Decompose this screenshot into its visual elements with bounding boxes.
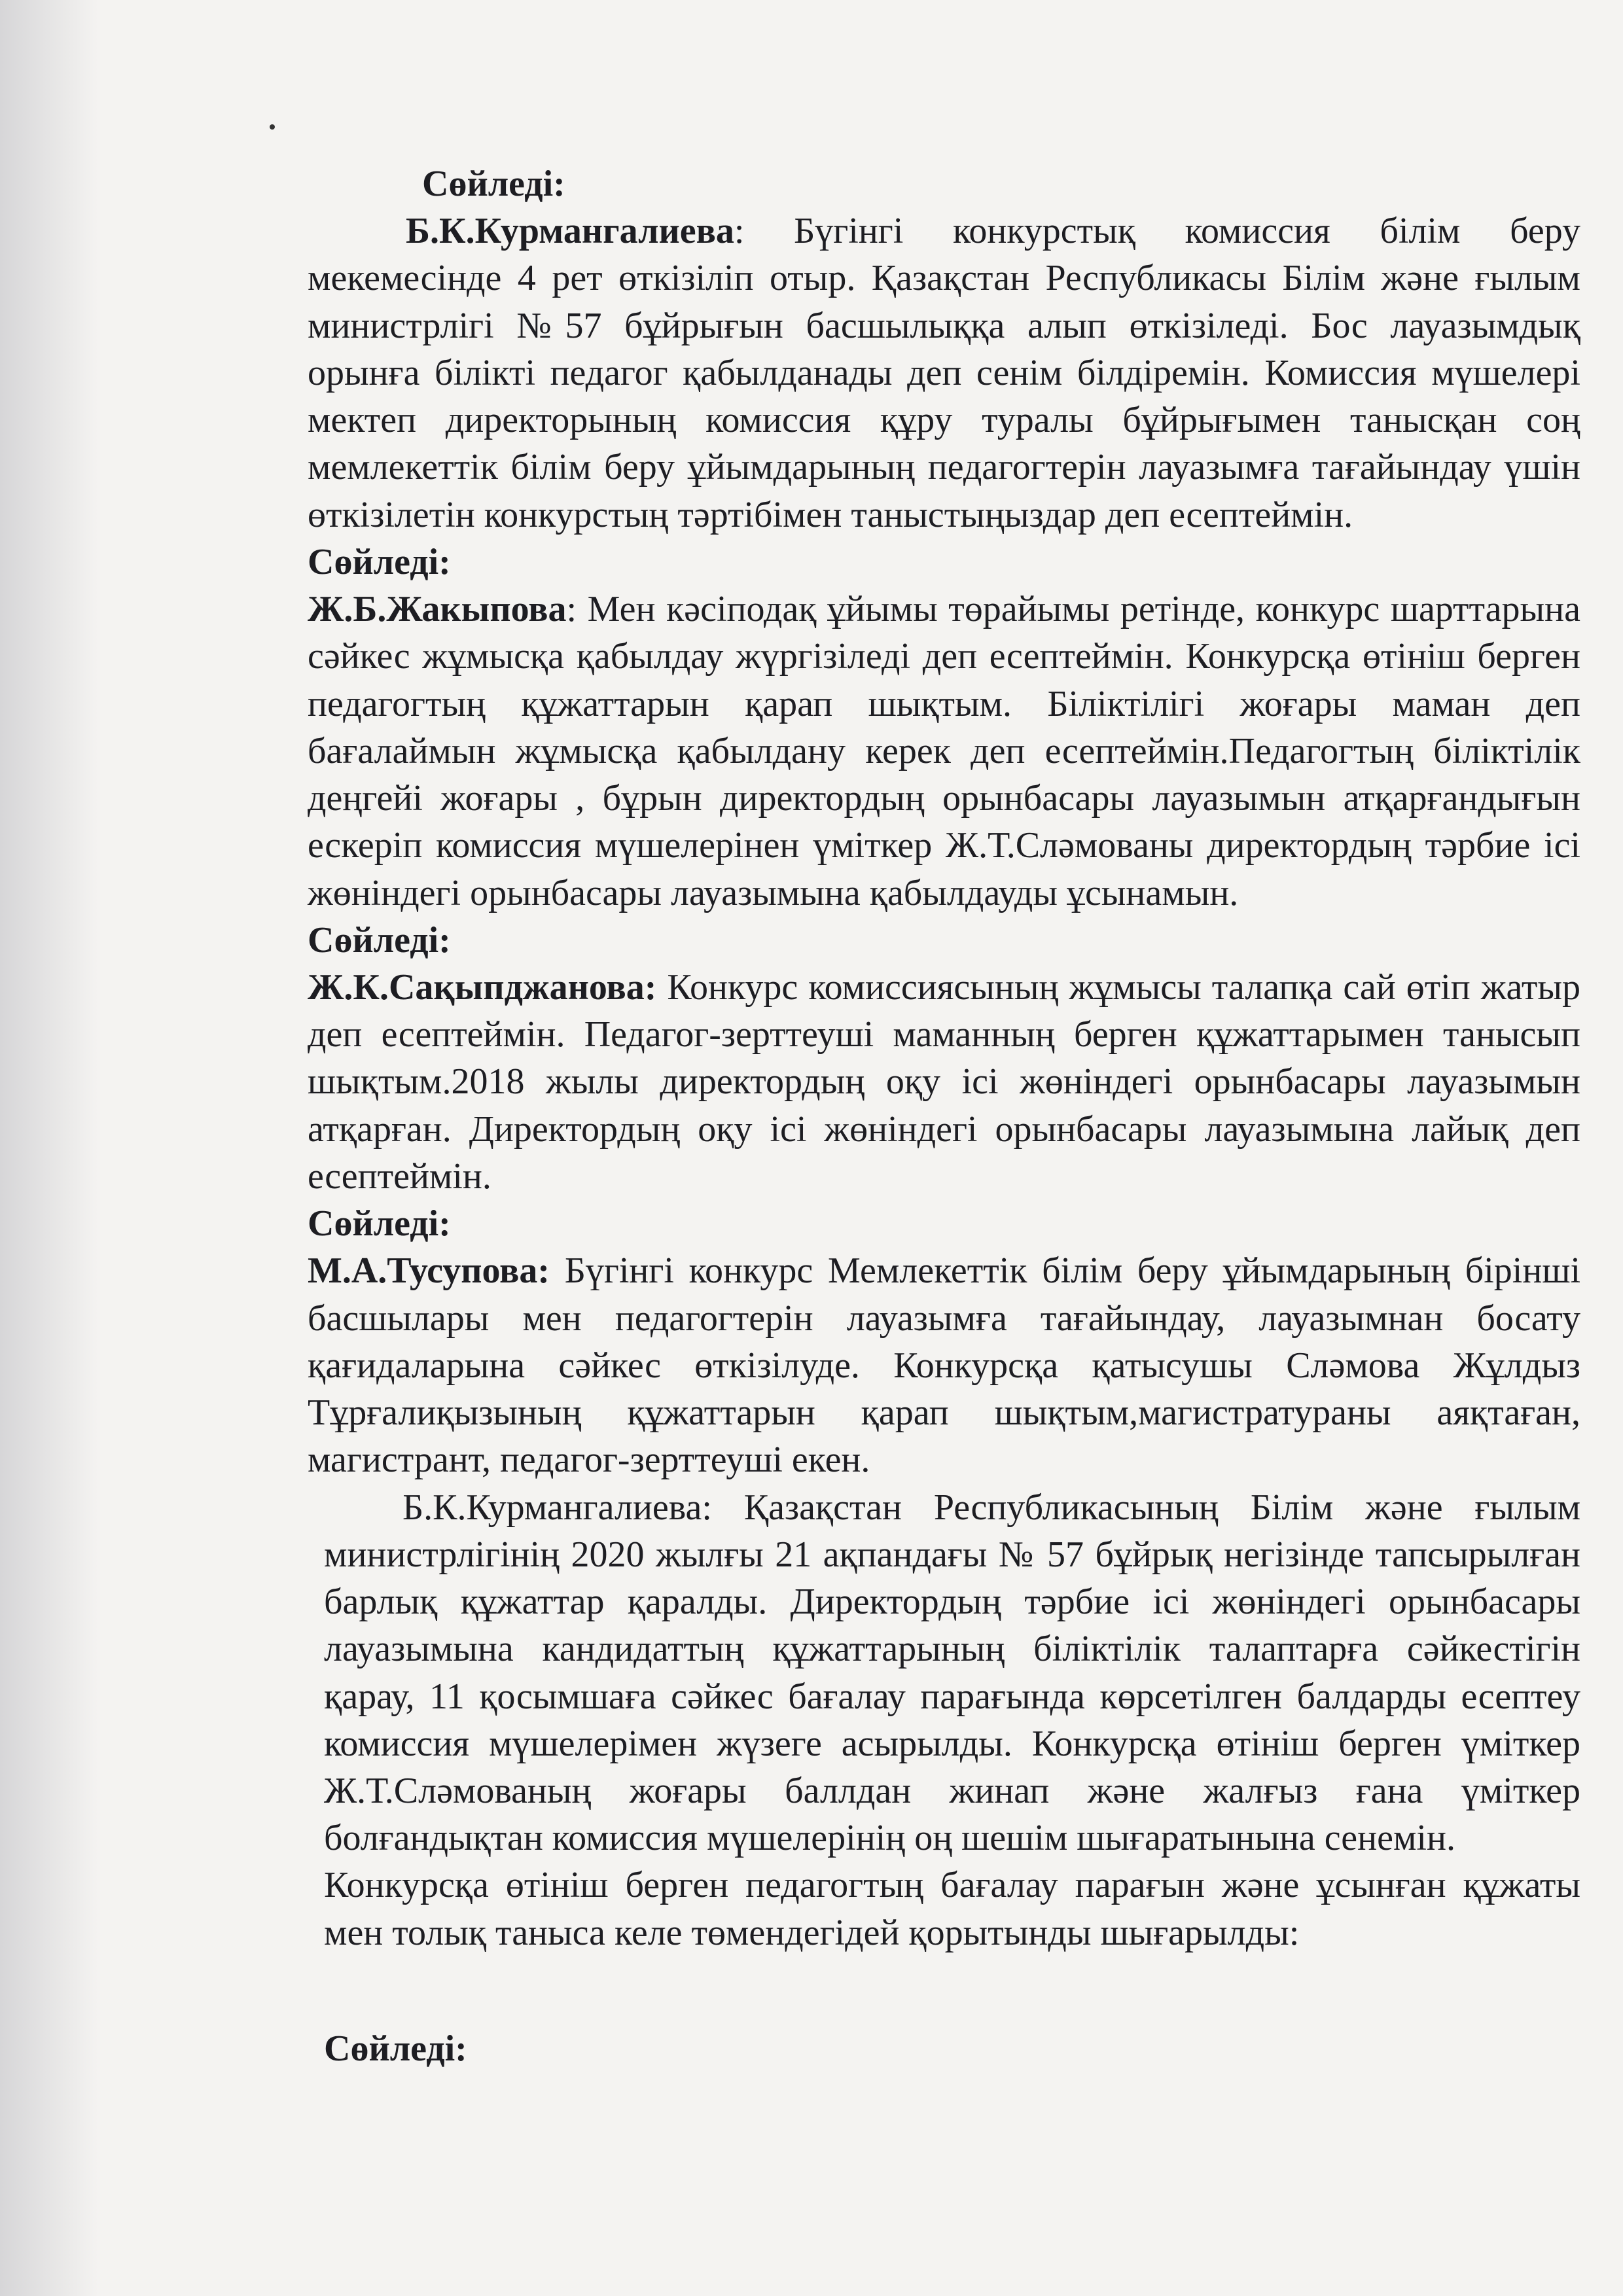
- section-heading: Сөйледі:: [308, 541, 451, 582]
- speech-paragraph: [308, 207, 1580, 539]
- speaker-separator: [712, 1487, 744, 1528]
- speech-text: Конкурс комиссиясының жұмысы талапқа сай өтіп жатыр деп есептеймін. Педагог-зерттеуші маманның берген құжаттарымен танысып шықтым.2018 жылы директордың оқу ісі жөніндегі орынбасары лауазымын атқарған. Директордың оқу ісі жөніндегі орынбасары лауазымына лайық деп есептеймін.: [308, 966, 1581, 1197]
- speaker-name: Ж.Б.Жакыпова: [308, 589, 567, 630]
- speech-text: Бүгінгі конкурстық комиссия білім беру мекемесінде 4 рет өткізіліп отыр. Қазақстан Республикасы Білім және ғылым министрлігі №57 бұйрығын басшылыққа алып өткізіледі. Бос лауазымдық орынға білікті педагог қабылданады деп сенім білдіремін. Комиссия мүшелері мектеп директорының комиссия құру туралы бұйрығымен танысқан соң мемлекеттік білім беру ұйымдарының педагогтерін лауазымға тағайындау үшін өткізілетін конкурстың тәртібімен таныстыңыздар деп есептеймін.: [308, 211, 1581, 535]
- speaker-name: Б.К.Курмангалиева: [406, 211, 734, 252]
- speech-text: Қазақстан Республикасының Білім және ғылым министрлігінің 2020 жылғы 21 ақпандағы № 57 бұйрық негізінде тапсырылған барлық құжаттар қаралды. Директордың тәрбие ісі жөніндегі орынбасары лауазымына кандидаттың құжаттарының біліктілік талаптарға сәйкестігін қарау, 11 қосымшаға сәйкес бағалау парағында көрсетілген балдарды есептеу комиссия мүшелерімен жүзеге асырылды. Конкурсқа өтініш берген үміткер Ж.Т.Сләмованың жоғары баллдан жинап және жалғыз ғана үміткер болғандықтан комиссия мүшелерінің оң шешім шығаратынына сенемін.: [324, 1487, 1581, 1859]
- speech-paragraph: [308, 964, 1580, 1200]
- speech-paragraph: [308, 1247, 1580, 1483]
- body-paragraph: Конкурсқа өтініш берген педагогтың бағалау парағын және ұсынған құжаты мен толық таныса келе төмендегідей қорытынды шығарылды:: [324, 1865, 1580, 1953]
- speaker-name: Ж.К.Сақыпджанова:: [308, 966, 657, 1008]
- section-heading: Сөйледі:: [324, 2028, 467, 2069]
- speaker-separator: :: [734, 211, 794, 252]
- spacer: [308, 1956, 1580, 2025]
- section-heading: Сөйледі:: [422, 164, 565, 204]
- speaker-name: Б.К.Курмангалиева:: [402, 1487, 712, 1528]
- section-heading: Сөйледі:: [308, 919, 451, 961]
- scan-speck: [270, 124, 275, 130]
- speaker-name: М.А.Тусупова:: [308, 1250, 550, 1292]
- speaker-separator: [656, 967, 667, 1008]
- speech-text: Бүгінгі конкурс Мемлекеттік білім беру ұйымдарының бірінші басшылары мен педагогтерін лауазымға тағайындау, лауазымнан босату қағидаларына сәйкес өткізілуде. Конкурсқа қатысушы Сләмова Жұлдыз Тұрғалиқызының құжаттарын қарап шықтым,магистратураны аяқтаған, магистрант, педагог-зерттеуші екен.: [308, 1250, 1581, 1481]
- minutes-document: [308, 160, 1580, 2072]
- page-edge-shadow: [0, 0, 98, 2296]
- speech-paragraph: [308, 586, 1580, 917]
- speaker-separator: [550, 1250, 565, 1291]
- speech-text: Мен кәсіподақ ұйымы төрайымы ретінде, конкурс шарттарына сәйкес жұмысқа қабылдау жүргізіледі деп есептеймін. Конкурсқа өтініш берген педагогтың құжаттарын қарап шықтым. Біліктілігі жоғары маман деп бағалаймын жұмысқа қабылдану керек деп есептеймін.Педагогтың біліктілік деңгейі жоғары , бұрын директордың орынбасары лауазымын атқарғандығын ескеріп комиссия мүшелерінен үміткер Ж.Т.Сләмованы директордың тәрбие ісі жөніндегі орынбасары лауазымына қабылдауды ұсынамын.: [308, 589, 1580, 913]
- speaker-separator: :: [566, 589, 588, 630]
- speech-paragraph: [308, 1484, 1580, 1862]
- section-heading: Сөйледі:: [308, 1203, 451, 1245]
